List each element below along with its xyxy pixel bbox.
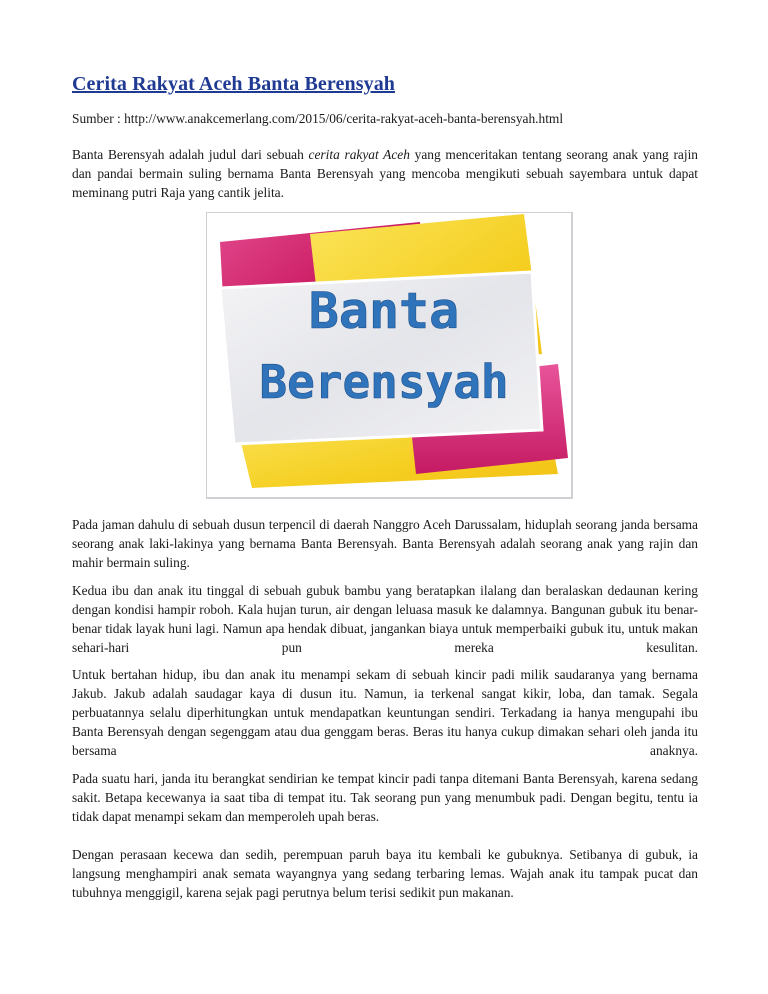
story-paragraph: Dengan perasaan kecewa dan sedih, perempuan paruh baya itu kembali ke gubuknya. Setibanya di gubuk, ia langsung menghampiri anak semata wayangnya yang sedang terbaring lemas. Wajah anak itu tampak pucat dan tubuhnya menggigil, karena sejak pagi perutnya belum terisi sedikit pun makanan.: [72, 847, 698, 900]
intro-emphasis: cerita rakyat Aceh: [308, 147, 410, 162]
story-paragraph: Untuk bertahan hidup, ibu dan anak itu menampi sekam di sebuah kincir padi milik saudaranya yang bernama Jakub. Jakub adalah saudagar kaya di dusun itu. Namun, ia terkenal sangat kikir, loba, dan tamak. Segala perbuatannya selalu diperhitungkan untuk mendapatkan keuntungan sendiri. Terkadang ia hanya mengupahi ibu Banta Berensyah dengan segenggam atau dua genggam beras. Beras itu hanya cukup dimakan sehari oleh janda itu bersama anaknya.: [72, 667, 698, 758]
story-paragraph: Pada suatu hari, janda itu berangkat sendirian ke tempat kincir padi tanpa ditemani Banta Berensyah, karena sedang sakit. Betapa kecewanya ia saat tiba di tempat itu. Tak seorang pun yang menumbuk padi. Dengan begitu, tentu ia tidak dapat menampi sekam dan memperoleh upah beras.: [72, 771, 698, 824]
illustration-text-banta: Banta: [308, 282, 460, 340]
banta-berensyah-illustration: [206, 212, 574, 500]
document-title[interactable]: Cerita Rakyat Aceh Banta Berensyah: [72, 73, 396, 95]
intro-paragraph: [72, 145, 698, 202]
story-paragraph: Kedua ibu dan anak itu tinggal di sebuah gubuk bambu yang beratapkan ilalang dan beralaskan dedaunan kering dengan kondisi hampir roboh. Kala hujan turun, air dengan leluasa masuk ke dalamnya. Bangunan gubuk itu benar-benar tidak layak huni lagi. Namun apa hendak dibuat, jangankan biaya untuk memperbaiki gubuk itu, untuk makan sehari-hari pun mereka kesulitan.: [72, 583, 698, 655]
intro-text-after: yang menceritakan tentang seorang anak yang rajin dan pandai bermain suling bernama Banta Berensyah yang mencoba mengikuti sebuah sayembara untuk dapat meminang putri Raja yang cantik jelita.: [72, 147, 699, 200]
story-paragraph: Pada jaman dahulu di sebuah dusun terpencil di daerah Nanggro Aceh Darussalam, hiduplah seorang janda bersama seorang anak laki-lakinya yang bernama Banta Berensyah. Banta Berensyah adalah seorang anak yang rajin dan mahir bermain suling.: [72, 517, 698, 570]
illustration-text-berensyah: Berensyah: [259, 355, 509, 409]
source-line: Sumber : http://www.anakcemerlang.com/2015/06/cerita-rakyat-aceh-banta-berensyah.html: [72, 111, 564, 126]
intro-text-before: Banta Berensyah adalah judul dari sebuah: [72, 147, 309, 162]
illustration-svg: [206, 212, 574, 500]
